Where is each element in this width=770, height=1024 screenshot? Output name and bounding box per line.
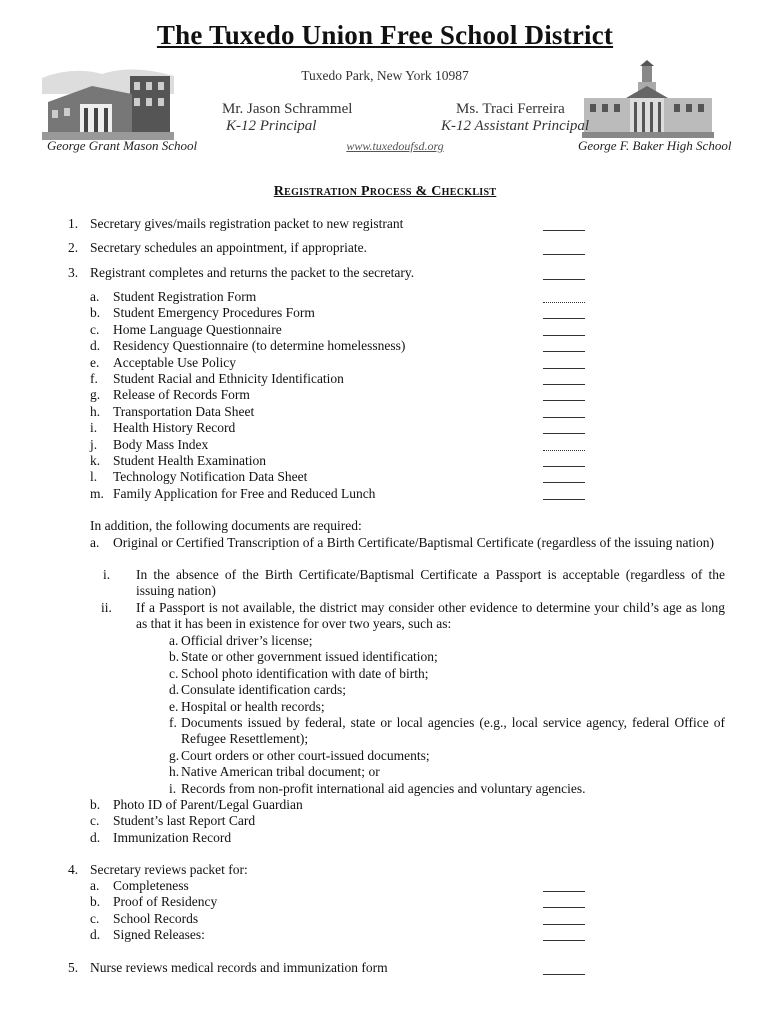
review-item-letter: b. — [90, 894, 101, 910]
step-5-number: 5. — [68, 960, 79, 975]
passport-number: i. — [103, 567, 111, 582]
form-item-letter: k. — [90, 453, 101, 468]
evidence-item-letter: g. — [169, 747, 180, 763]
evidence-item-text: Hospital or health records; — [181, 698, 325, 714]
form-item-label: Transportation Data Sheet — [113, 403, 255, 419]
form-item-letter: f. — [90, 371, 98, 386]
form-item-label: Health History Record — [113, 420, 236, 436]
form-item-label: Student Registration Form — [113, 289, 257, 304]
form-item-checkoff-blank[interactable] — [543, 384, 585, 385]
baker-high-school-illustration — [582, 60, 714, 138]
assistant-principal-role: K-12 Assistant Principal — [441, 118, 590, 134]
step-2-checkoff-blank[interactable] — [543, 254, 585, 255]
evidence-item-text: Official driver’s license; — [181, 633, 313, 648]
step-4-text: Secretary reviews packet for: — [90, 862, 248, 877]
step-5-checkoff-blank[interactable] — [543, 974, 585, 975]
district-address: Tuxedo Park, New York 10987 — [301, 68, 469, 83]
checklist-heading-text: Registration Process & Checklist — [273, 184, 497, 199]
review-item-letter: d. — [90, 927, 101, 943]
review-item-letter: a. — [90, 878, 100, 893]
form-item-letter: l. — [90, 469, 98, 485]
other-document-letter: d. — [90, 829, 101, 845]
form-item-letter: d. — [90, 338, 101, 354]
step-3-checkoff-blank[interactable] — [543, 279, 585, 280]
mason-school-illustration — [42, 64, 174, 140]
form-item-label: Student Emergency Procedures Form — [113, 305, 315, 321]
principal-name: Mr. Jason Schrammel — [222, 101, 353, 117]
form-item-checkoff-blank[interactable] — [543, 482, 585, 483]
evidence-item-letter: i. — [169, 780, 177, 796]
review-item-text: Completeness — [113, 878, 189, 893]
evidence-item-letter: e. — [169, 698, 179, 714]
form-item-label: Technology Notification Data Sheet — [113, 469, 308, 485]
evidence-item-text: Documents issued by federal, state or local agencies (e.g., local service agency, federal Office of Refugee Resettlement); — [181, 715, 725, 747]
principal-role: K-12 Principal — [226, 118, 317, 134]
step-5-text: Nurse reviews medical records and immunization form — [90, 960, 388, 975]
evidence-item-text: School photo identification with date of birth; — [181, 665, 429, 681]
form-item-label: Student Health Examination — [113, 453, 266, 468]
step-2-number: 2. — [68, 240, 79, 255]
step-3-text: Registrant completes and returns the packet to the secretary. — [90, 265, 415, 280]
form-item-checkoff-blank[interactable] — [543, 318, 585, 319]
other-document-letter: c. — [90, 813, 100, 829]
form-item-letter: h. — [90, 403, 101, 419]
evidence-item-text: Court orders or other court-issued documents; — [181, 747, 430, 763]
evidence-item-letter: h. — [169, 764, 180, 780]
review-item-checkoff-blank[interactable] — [543, 940, 585, 941]
passport-text: In the absence of the Birth Certificate/Baptismal Certificate a Passport is acceptable (regardless of the issuing nation) — [136, 567, 725, 599]
right-school-caption: George F. Baker High School — [578, 138, 732, 153]
form-item-letter: e. — [90, 354, 100, 370]
other-document-letter: b. — [90, 797, 101, 812]
form-item-checkoff-blank[interactable] — [543, 417, 585, 418]
step-1-text: Secretary gives/mails registration packet to new registrant — [90, 216, 404, 231]
step-1-checkoff-blank[interactable] — [543, 230, 585, 231]
birth-certificate-text: Original or Certified Transcription of a Birth Certificate/Baptismal Certificate (regardless of the issuing nation) — [113, 535, 714, 550]
form-item-checkoff-blank[interactable] — [543, 368, 585, 369]
form-item-label: Release of Records Form — [113, 387, 250, 403]
evidence-item-text: Records from non-profit international aid agencies and voluntary agencies. — [181, 780, 586, 796]
review-item-text: School Records — [113, 910, 199, 926]
form-item-checkoff-blank[interactable] — [543, 351, 585, 352]
evidence-item-letter: d. — [169, 682, 180, 698]
evidence-item-letter: c. — [169, 665, 179, 681]
review-item-checkoff-blank[interactable] — [543, 891, 585, 892]
additional-docs-intro: In addition, the following documents are required: — [90, 518, 362, 533]
review-item-text: Signed Releases: — [113, 927, 205, 943]
other-document-text: Immunization Record — [113, 829, 232, 845]
form-item-checkoff-blank[interactable] — [543, 302, 585, 303]
birth-certificate-letter: a. — [90, 535, 100, 550]
form-item-letter: m. — [90, 485, 104, 501]
assistant-principal-name: Ms. Traci Ferreira — [456, 101, 565, 117]
other-document-text: Photo ID of Parent/Legal Guardian — [113, 797, 303, 812]
form-item-letter: b. — [90, 305, 101, 321]
form-item-checkoff-blank[interactable] — [543, 400, 585, 401]
form-item-label: Acceptable Use Policy — [113, 354, 236, 370]
form-item-label: Residency Questionnaire (to determine homelessness) — [113, 338, 406, 354]
review-item-letter: c. — [90, 910, 100, 926]
form-item-label: Family Application for Free and Reduced Lunch — [113, 485, 376, 501]
evidence-item-letter: b. — [169, 649, 180, 665]
form-item-checkoff-blank[interactable] — [543, 466, 585, 467]
form-item-letter: c. — [90, 321, 100, 337]
other-evidence-number: ii. — [101, 600, 112, 615]
step-2-text: Secretary schedules an appointment, if appropriate. — [90, 240, 368, 255]
checklist-heading — [0, 184, 770, 200]
other-evidence-text: If a Passport is not available, the district may consider other evidence to determine your child’s age as long as that it has been in existence for over two years, such as: — [136, 600, 725, 632]
step-3-number: 3. — [68, 265, 79, 280]
review-item-text: Proof of Residency — [113, 894, 218, 910]
form-item-letter: i. — [90, 420, 98, 436]
form-item-label: Home Language Questionnaire — [113, 321, 282, 337]
form-item-label: Body Mass Index — [113, 436, 209, 452]
review-item-checkoff-blank[interactable] — [543, 924, 585, 925]
step-4-number: 4. — [68, 862, 79, 877]
other-document-text: Student’s last Report Card — [113, 813, 256, 829]
evidence-item-text: Consulate identification cards; — [181, 682, 346, 698]
review-item-checkoff-blank[interactable] — [543, 907, 585, 908]
form-item-letter: a. — [90, 289, 100, 304]
form-item-label: Student Racial and Ethnicity Identification — [113, 371, 344, 386]
form-item-letter: g. — [90, 387, 101, 403]
form-item-checkoff-blank[interactable] — [543, 450, 585, 451]
form-item-checkoff-blank[interactable] — [543, 433, 585, 434]
district-title: The Tuxedo Union Free School District — [156, 20, 614, 50]
evidence-item-letter: f. — [169, 715, 177, 730]
form-item-checkoff-blank[interactable] — [543, 335, 585, 336]
step-1-number: 1. — [68, 216, 79, 231]
evidence-item-letter: a. — [169, 633, 179, 648]
left-school-caption: George Grant Mason School — [47, 138, 198, 153]
form-item-letter: j. — [90, 436, 98, 452]
evidence-item-text: State or other government issued identification; — [181, 649, 438, 665]
form-item-checkoff-blank[interactable] — [543, 499, 585, 500]
evidence-item-text: Native American tribal document; or — [181, 764, 380, 780]
district-website-link[interactable]: www.tuxedoufsd.org — [346, 139, 444, 153]
